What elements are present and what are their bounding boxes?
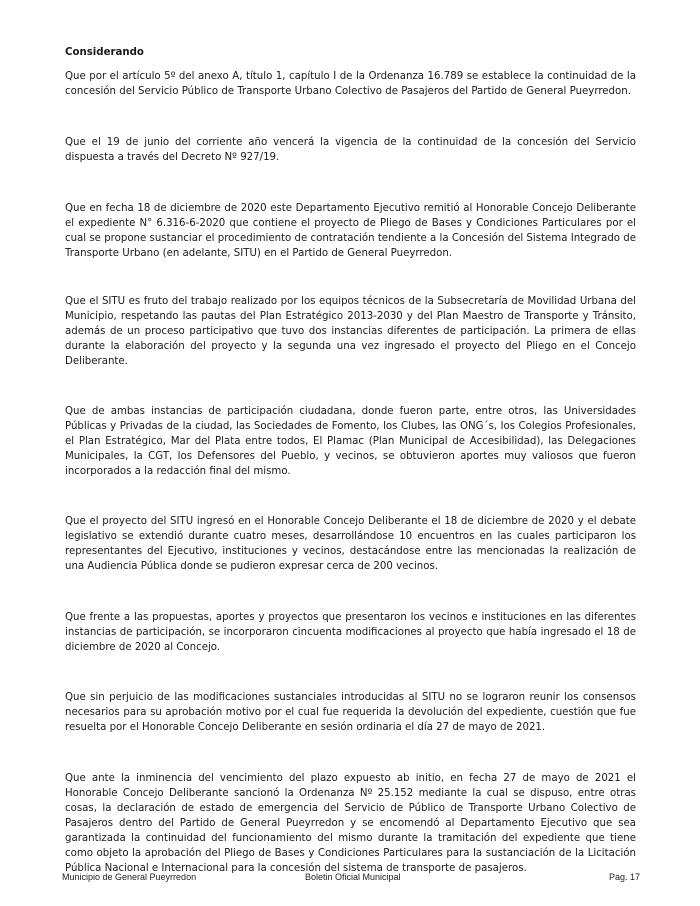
page-footer: [62, 872, 640, 886]
paragraph-4: Que el SITU es fruto del trabajo realizado por los equipos técnicos de la Subsecretaría de Movilidad Urbana del Municipio, respetando las pautas del Plan Estratégico 2013-2030 y del Plan Maestro de Transporte y Tránsito, además de un proceso participativo que tuvo dos instancias diferentes de participación. La primera de ellas durante la elaboración del proyecto y la segunda una vez ingresado el proyecto del Pliego en el Concejo Deliberante.: [65, 296, 636, 367]
paragraph-3: Que en fecha 18 de diciembre de 2020 este Departamento Ejecutivo remitió al Honorable Concejo Deliberante el expediente N° 6.316-6-2020 que contiene el proyecto de Pliego de Bases y Condiciones Particulares por el cual se propone sustanciar el procedimiento de contratación tendiente a la Concesión del Sistema Integrado de Transporte Urbano (en adelante, SITU) en el Partido de General Pueyrredon.: [65, 203, 636, 259]
paragraph-6: Que el proyecto del SITU ingresó en el Honorable Concejo Deliberante el 18 de diciembre de 2020 y el debate legislativo se extendió durante cuatro meses, desarrollándose 10 encuentros en las cuales participaron los representantes del Ejecutivo, instituciones y vecinos, destacándose entre las mencionadas la realización de una Audiencia Pública donde se pudieron expresar cerca de 200 vecinos.: [65, 516, 636, 572]
paragraph-2: Que el 19 de junio del corriente año vencerá la vigencia de la continuidad de la concesión del Servicio dispuesta a través del Decreto Nº 927/19.: [65, 137, 636, 163]
paragraph-8: Que sin perjuicio de las modificaciones sustanciales introducidas al SITU no se lograron reunir los consensos necesarios para su aprobación motivo por el cual fue requerida la devolución del expediente, cuestión que fue resuelta por el Honorable Concejo Deliberante en sesión ordinaria el día 27 de mayo de 2021.: [65, 692, 636, 733]
footer-page-number: Pag. 17: [608, 872, 640, 882]
footer-publication: Boletin Oficial Municipal: [305, 872, 401, 882]
document-body: [65, 45, 636, 876]
paragraph-1: Que por el artículo 5º del anexo A, título 1, capítulo I de la Ordenanza 16.789 se establece la continuidad de la concesión del Servicio Público de Transporte Urbano Colectivo de Pasajeros del Partido de General Pueyrredon.: [65, 71, 636, 97]
footer-municipality: Municipio de General Pueyrredon: [62, 872, 197, 882]
paragraph-7: Que frente a las propuestas, aportes y proyectos que presentaron los vecinos e instituciones en las diferentes instancias de participación, se incorporaron cincuenta modificaciones al proyecto que había ingresado el 18 de diciembre de 2020 al Concejo.: [65, 612, 636, 653]
section-heading: Considerando: [65, 47, 144, 58]
paragraph-9: Que ante la inminencia del vencimiento del plazo expuesto ab initio, en fecha 27 de mayo de 2021 el Honorable Concejo Deliberante sancionó la Ordenanza Nº 25.152 mediante la cual se dispuso, entre otras cosas, la declaración de estado de emergencia del Servicio de Público de Transporte Urbano Colectivo de Pasajeros dentro del Partido de General Pueyrredon y se encomendó al Departamento Ejecutivo que sea garantizada la continuidad del funcionamiento del mismo durante la tramitación del expediente que tiene como objeto la aprobación del Pliego de Bases y Condiciones Particulares para la sustanciación de la Licitación Pública Nacional e Internacional para la concesión del sistema de transporte de pasajeros.: [65, 773, 636, 874]
paragraph-5: Que de ambas instancias de participación ciudadana, donde fueron parte, entre otros, las Universidades Públicas y Privadas de la ciudad, las Sociedades de Fomento, los Clubes, las ONG´s, los Colegios Profesionales, el Plan Estratégico, Mar del Plata entre todos, El Plamac (Plan Municipal de Accesibilidad), las Delegaciones Municipales, la CGT, los Defensores del Pueblo, y vecinos, se obtuvieron aportes muy valiosos que fueron incorporados a la redacción final del mismo.: [65, 406, 636, 477]
